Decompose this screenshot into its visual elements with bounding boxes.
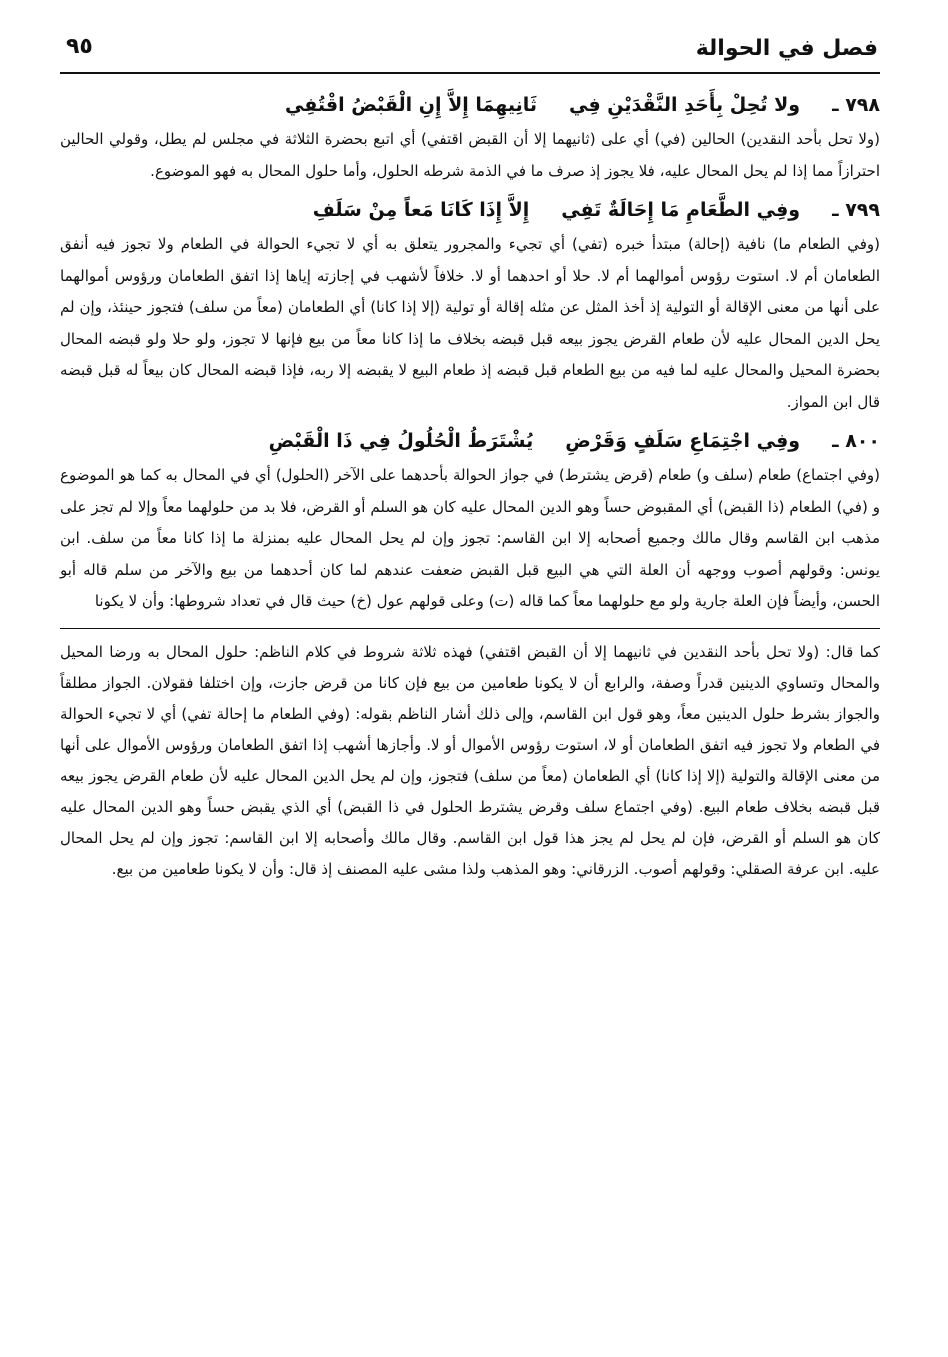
main-text: [60, 74, 880, 618]
verse-first-hemistich: ولا تُحِلْ بِأَحَدِ النَّقْدَيْنِ فِي: [569, 94, 801, 116]
verse-line: [60, 86, 880, 124]
book-page: [60, 22, 880, 885]
verse-line: [60, 422, 880, 460]
verse-first-hemistich: وفِي الطَّعَامِ مَا إِحَالَةٌ تَفِي: [561, 199, 801, 221]
running-head: فصل في الحوالة: [695, 36, 878, 61]
commentary-paragraph: (وفي الطعام ما) نافية (إحالة) مبتدأ خبره (تفي) أي تجيء والمجرور يتعلق به أي لا تجيء الحوالة في الطعام ولا تجوز فيه أنفق الطعامان أم لا. استوت رؤوس أموالهما أم لا. حلا أو احدهما أو لا. خلافاً لأشهب في إجازته إياها إذا اتفق الطعامان ورؤوس أموالهما على أنها من معنى الإقالة أو التولية إذ أخذ المثل عن مثله إقالة أو تولية (إلا إذا كانا) أي الطعامان (معاً من سلف) فتجوز حينئذ، وإن لم يحل الدين المحال عليه لأن طعام القرض يجوز بيعه قبل قبضه بخلاف ما إذا كانا معاً من بيع فإنها لا تجوز، ولو حلا ولو قبضه المحال بحضرة المحيل والمحال عليه لما فيه من بيع الطعام قبل قبضه إذ طعام البيع لا يقبضه إلا ربه، فإذا قبضه المحال كان بيعاً له قبل قبضه قال ابن المواز.: [60, 235, 880, 411]
page-number: ٩٥: [66, 34, 93, 59]
verse-second-hemistich: إِلاَّ إِذَا كَانَا مَعاً مِنْ سَلَفِ: [312, 199, 530, 221]
footnote-divider: [60, 628, 880, 629]
verse-number: ٧٩٨ ـ: [832, 94, 880, 116]
commentary-paragraph: (وفي اجتماع) طعام (سلف و) طعام (قرض يشترط) في جواز الحوالة بأحدهما على الآخر (الحلول) أي في المحال به كما هو الموضوع و (في) الطعام (ذا القبض) أي المقبوض حساً وهو الدين المحال عليه كان هو السلم أو القرض، فلا بد من حلولهما معاً وإلا لم تجز على مذهب ابن القاسم وقال مالك وجميع أصحابه إلا ابن القاسم: تجوز وإن لم يحل المحال عليه بمنزلة ما إذا كانا معاً من سلف. ابن يونس: وقولهم أصوب ووجهه أن العلة التي هي البيع قبل القبض ضعفت عندهم لما كان أحدهما من بيع والآخر من سلم قاله أبو الحسن، وأيضاً فإن العلة جارية ولو مع حلولهما معاً كما قاله (ت) وعلى قولهم عول (خ) حيث قال في تعداد شروطها: وأن لا يكونا: [60, 466, 880, 610]
verse-number: ٧٩٩ ـ: [832, 199, 880, 221]
verse-line: [60, 191, 880, 229]
footnote-text: كما قال: (ولا تحل بأحد النقدين في ثانيهما إلا أن القبض اقتفي) فهذه ثلاثة شروط في كلام الناظم: حلول المحال به ورضا المحيل والمحال وتساوي الدينين قدراً وصفة، والرابع أن لا يكونا طعامين من بيع فإن كانا من قرض جازت، وإن اختلفا فقولان. الجواز مطلقاً والجواز بشرط حلول الدينين معاً، وهو قول ابن القاسم، وإلى ذلك أشار الناظم بقوله: (وفي الطعام ما إحالة تفي) أي لا تجيء الحوالة في الطعام ولا تجوز فيه اتفق الطعامان أو لا، استوت رؤوس الأموال أو لا. وأجازها أشهب إذا اتفق الطعامان ورؤوس الأموال على أنها من معنى الإقالة والتولية (إلا إذا كانا) أي الطعامان (معاً من سلف) فتجوز، وإن لم يحل الدين المحال عليه لأن طعام القرض يجوز بيعه قبل قبضه بخلاف طعام البيع. (وفي اجتماع سلف وقرض يشترط الحلول في ذا القبض) أي الذي يقبض حساً وهو الدين المحال عليه كان هو السلم أو القرض، فإن لم يحل لم يجز هذا قول ابن القاسم. وقال مالك وأصحابه إلا ابن القاسم: تجوز وإن لم يحل المحال عليه. ابن عرفة الصقلي: وقولهم أصوب. الزرقاني: وهو المذهب ولذا مشى عليه المصنف إذ قال: وأن لا يكونا طعامين من بيع.: [60, 642, 880, 878]
commentary-paragraph: (ولا تحل بأحد النقدين) الحالين (في) أي على (ثانيهما إلا أن القبض اقتفي) أي اتبع بحضرة الثلاثة في مجلس لم يطل، وقولي الحالين احترازاً مما إذا لم يحل المحال عليه، فلا يجوز إذ صرف ما في الذمة شرطه الحلول، وأما حلول المحال به فهو الموضوع.: [60, 130, 880, 180]
verse-number: ٨٠٠ ـ: [832, 430, 880, 452]
page-header: [60, 22, 880, 74]
verse-second-hemistich: يُشْتَرَطُ الْحُلُولُ فِي ذَا الْقَبْضِ: [268, 430, 534, 452]
verse-second-hemistich: ثَانِيهِمَا إِلاَّ إِنِ الْقَبْضُ اقْتُفِي: [284, 94, 537, 116]
verse-first-hemistich: وفِي اجْتِمَاعِ سَلَفٍ وَقَرْضِ: [565, 430, 801, 452]
